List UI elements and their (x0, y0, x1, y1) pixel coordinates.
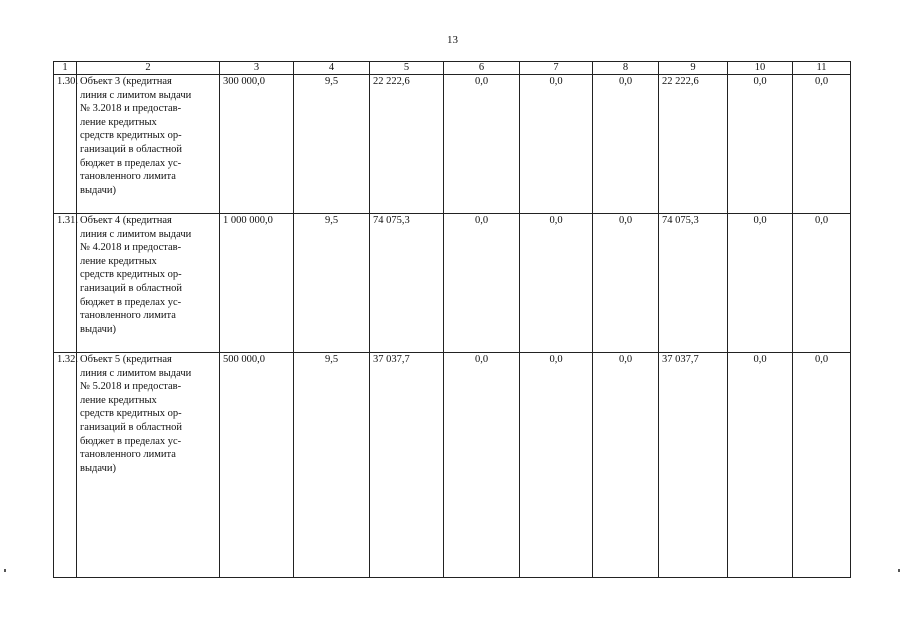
table-row (54, 214, 851, 353)
column-header: 3 (220, 62, 294, 75)
value-cell: 0,0 (593, 214, 659, 353)
value-cell: 0,0 (444, 214, 520, 353)
value-cell: 0,0 (593, 353, 659, 578)
column-header: 11 (793, 62, 851, 75)
scan-mark-left (4, 569, 6, 572)
object-line: Объект 3 (кредитная (80, 76, 172, 87)
value-cell: 500 000,0 (220, 353, 294, 578)
object-line: № 4.2018 и предостав- (80, 242, 182, 254)
object-line: Объект 4 (кредитная (80, 215, 172, 226)
object-line: ганизаций в областной (80, 143, 183, 155)
column-header: 7 (520, 62, 593, 75)
object-line: № 3.2018 и предостав- (80, 103, 182, 115)
value-cell: 37 037,7 (370, 353, 444, 578)
object-line: тановленного лимита (80, 449, 176, 461)
value-cell: 0,0 (593, 75, 659, 214)
table-row (54, 75, 851, 214)
value-cell: 74 075,3 (370, 214, 444, 353)
value-cell: 22 222,6 (659, 75, 728, 214)
object-line: бюджет в пределах ус- (80, 157, 182, 169)
object-line: средств кредитных ор- (80, 130, 182, 142)
value-cell: 0,0 (444, 75, 520, 214)
column-header: 4 (294, 62, 370, 75)
column-header: 10 (728, 62, 793, 75)
object-line: бюджет в пределах ус- (80, 296, 182, 308)
page-number: 13 (447, 34, 458, 46)
value-cell: 0,0 (793, 75, 851, 214)
object-line: ление кредитных (80, 255, 157, 267)
column-header: 6 (444, 62, 520, 75)
object-line: тановленного лимита (80, 171, 176, 183)
object-line: линия с лимитом выдачи (80, 228, 192, 240)
column-header: 1 (54, 62, 77, 75)
value-cell: 22 222,6 (370, 75, 444, 214)
object-line: линия с лимитом выдачи (80, 89, 192, 101)
value-cell: 300 000,0 (220, 75, 294, 214)
object-line: средств кредитных ор- (80, 269, 182, 281)
value-cell: 74 075,3 (659, 214, 728, 353)
object-description (77, 353, 220, 578)
object-description (77, 75, 220, 214)
column-header: 9 (659, 62, 728, 75)
value-cell: 0,0 (728, 75, 793, 214)
value-cell: 0,0 (520, 353, 593, 578)
value-cell: 0,0 (520, 75, 593, 214)
value-cell: 0,0 (520, 214, 593, 353)
value-cell: 9,5 (294, 214, 370, 353)
column-header: 2 (77, 62, 220, 75)
column-header: 8 (593, 62, 659, 75)
object-line: ганизаций в областной (80, 421, 183, 433)
scan-mark-right (898, 569, 900, 572)
value-cell: 0,0 (793, 353, 851, 578)
object-line: выдачи) (80, 184, 116, 196)
row-number: 1.30. (54, 75, 77, 214)
table-row (54, 353, 851, 578)
object-line: ганизаций в областной (80, 282, 183, 294)
value-cell: 9,5 (294, 353, 370, 578)
data-table (53, 61, 851, 578)
value-cell: 1 000 000,0 (220, 214, 294, 353)
value-cell: 0,0 (793, 214, 851, 353)
value-cell: 9,5 (294, 75, 370, 214)
object-line: ление кредитных (80, 394, 157, 406)
row-number: 1.32. (54, 353, 77, 578)
object-line: Объект 5 (кредитная (80, 354, 172, 365)
object-line: бюджет в пределах ус- (80, 435, 182, 447)
value-cell: 0,0 (444, 353, 520, 578)
object-description (77, 214, 220, 353)
value-cell: 0,0 (728, 353, 793, 578)
object-line: средств кредитных ор- (80, 408, 182, 420)
object-line: тановленного лимита (80, 310, 176, 322)
value-cell: 0,0 (728, 214, 793, 353)
object-line: ление кредитных (80, 116, 157, 128)
object-line: выдачи) (80, 323, 116, 335)
column-header: 5 (370, 62, 444, 75)
object-line: № 5.2018 и предостав- (80, 381, 182, 393)
header-row (54, 62, 851, 75)
row-number: 1.31. (54, 214, 77, 353)
object-line: линия с лимитом выдачи (80, 367, 192, 379)
value-cell: 37 037,7 (659, 353, 728, 578)
object-line: выдачи) (80, 462, 116, 474)
